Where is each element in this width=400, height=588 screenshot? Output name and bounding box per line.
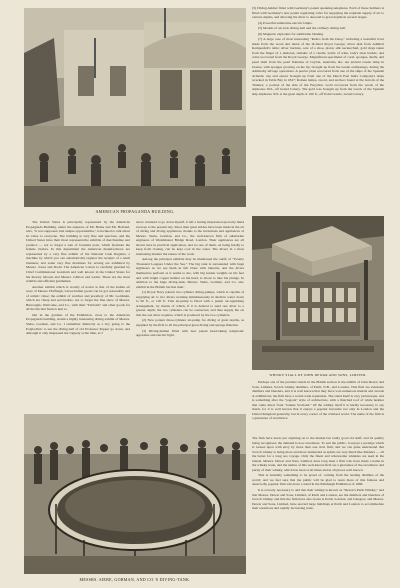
paragraph: (6) Magnetic exploders for submarine blasting. (258, 31, 324, 36)
tank-caption: MESSRS. SIEBE, GORMAN, AND CO.'S DIVING-TANK. (79, 577, 191, 582)
middle-column-text (136, 220, 244, 412)
left-column-text (26, 220, 130, 412)
paragraph: The firm have never put anything on to the market but really good old stuff, and its quality being recognised, the demand is now enormous. To suit the public, it enjoys a prestige which is looked upon with envy by more than one rival firm; and we can quite understand that Scotch whisky is being more and more demanded as spirits are very much like Madeira — all the better for a long sea voyage. Only the finest and wholesome whiskies are used in the blends. Messrs. Dewar and Sons, Limited, have long been a firm who have made a name in the whisky trade, and the names of this well-known firm are a guarantee of the excellence and purity of their whisky, which has been at all times and in all places well known. (252, 436, 384, 472)
paragraph: The United States is principally represented by the American Propaganda Building, under the auspices of Mr. Burke and Mr. Holland, who, "it was supposed, had unique opportunities," is inclined to talk about its value to everyone. The building is very fine and spacious, and the United States have their most representative exhibits of merchandise and produce — not to forget a sale of fountain pens, which fascinate the female visitors. In this department the American manufacturers are represented by a very fine exhibit of the National Cash Register, a machine by which you can automatically register the receipts of a retail business; and some very fine machines for sewing are exhibited by Messrs. Jones and Dodd. The American Cotton is carefully guarded by Chief Commissioner Gresham and well known in the United States for his literary labours and Messrs. Gibbon and Leslie. These are the most reliable and efficient gentlemen. (26, 220, 130, 284)
building-caption: AMERICAN PROPAGANDA BUILDING. (95, 209, 175, 214)
paragraph: (3) Diving-helmet fitted with Germany's patent speaking-telephone. Each of these helmets is fitted with Germany's new patent regulating valve for supplying the requisite supply of air to various depths, and allowing the diver to descend to great depths in several stages. (252, 6, 384, 20)
propaganda-building-photo (24, 8, 246, 207)
right-top-text (252, 6, 384, 213)
whisky-stall-caption: WHISKY STALL OF JOHN DEWAR AND SONS, LIMITED. (269, 373, 367, 377)
paragraph: Among the principal exhibits may be mentioned the outfit of "Twenty Thousand Leagues Under the Sea." The big tank is surrounded with huge sightseers as we see them in full blaze with lanterns, and the divers themselves perform as it seems to me, with big leaden weights on his feet and with bright copper helmet on his head, is about to take his plunge. In addition to the huge diving-tank, Messrs. Siebe, Gorman, and Co. also exhibit in the British Section their: (136, 257, 244, 289)
paragraph: (1) Royal Navy pattern two-cylinder diving-pumps, which is capable of supplying air to two divers working simultaneously in shallow water down to 90 ft., or 120 ft. This air-pump is fitted with a patent air-regulating arrangement, by means of which, if it is desired to send one diver to a greater depth, the two cylinders can be connected, and thus supply the air that the one diver requires, which is produced by the two cylinders. (136, 290, 244, 317)
diving-tank-photo (24, 414, 246, 574)
paragraph: Another exhibit which is worthy of notice is that of the Indian art ware of Messrs. Hoffnagh, whose Indian goods can be got reasonably and of artistic value; the exhibit of watches and jewellery of Mr. Goldstein, which are cheap and serviceable, not to forget the fine show of Messrs. Burroughs, Wellcome, and Co., with their "Tabloids" and other goods for all the ills that flesh is heir to. (26, 284, 130, 312)
paragraph: This is naturally something to be proud of, coming from the leading distillers of the world; and we feel sure that the public will be glad to learn more of this famous and deservedly popular firm who have a stand in the Edinburgh Exhibition of 1890. (252, 473, 384, 487)
paragraph: Perhaps one of the prettiest stands in the British section is the exhibit of John Dewar and Sons, Limited, Scotch whisky distillers, of Perth, N.B., and London. This firm are extensive distillers and blenders, and it is well known that they have won numerous medals and awards at exhibitions; the firm have a world-wide reputation. The stand itself is very picturesque, and is something after the "pagoda" style of architecture, with a thatched roof of white heather that came direct from "bonnie Scotland." Of the whisky itself it is hardly necessary to say much, for it is well known that it enjoys a popular favourite not only in London and the United Kingdom generally, but in every corner of the civilised world. The name of the firm is a guarantee of excellence. (252, 380, 384, 421)
right-bottom-text (252, 436, 384, 584)
paragraph: (2) New pattern three-cylinder air-pump for diving at great depths, as supplied by the firm to all the principal great diving and sponge fisheries. (136, 318, 244, 328)
right-middle-text (252, 380, 384, 435)
paragraph: (4) Powerful submarine electric lamps. (258, 20, 313, 25)
paragraph: (7) A large case of most interesting "Relics from the Deep," including a beautiful bowl made from the wood and metal of the ill-fated Royal George; silver dish from Admiral Kempenfelt's table; silver buckles, sole of a shoe, pistol, silk neckerchief, gold rings taken from the finger of a skeleton, remains of a candle, bottle of wine, lady's shoe buckle, and coins recovered from the Royal George. Magnificent specimens of coral, sponges, shells, and pearl shell from the pearl fisheries of Ceylon, Australia, &c. An ancient Greek lamp in bronze, with sponges growing on the lip, brought up from the Greek archipelago, during the Admiralty salvage operations. A pewter plate recovered from one of the ships of the Spanish Armada; cup and saucer brought up from one of the Dutch East India Company's ships wrecked in Table Bay in 1847; Roman lamps, sword, and anchors found at the bottom of the Thames; a portion of the side of the Eurydice. Gold recovered from the wreck of the Alphonso XII., off Grand Canary. The gold was brought up from the wreck of the Spanish ship Alphonso XII. at the great depth of 160 ft., off Point Gando, Grand Canary. (252, 37, 384, 96)
paragraph: It is scarcely necessary to add that their whisky is known as "Dewar's Perth Whisky," and that Messrs. Dewar and Sons, Limited, of Perth and London, are the distillers and blenders of Scotch whisky, and that the firm have also stores at Perth, London, and Glasgow, and Messrs. Dewar and Sons, Limited, have erected large buildings at Perth and London to accommodate their enormous and rapidly increasing trade. (252, 488, 384, 511)
whisky-stall-photo (252, 216, 384, 370)
paragraph: never ventured to go down myself, it left a lasting impression upon my mind even up to the present day. Since then great strides have been made in the art of diving and diving appliances, thanks to the inventions and appliances of Messrs. Siebe, Gorman, and Co., the well-known firm of submarine engineers of Westminster Bridge Road, London. Their appliances are all shown here in practical application, and no one of them, on being hardly to keep from closing, can be kept cool in the water. The divers in a most interesting manner the nature of the work. (136, 220, 244, 256)
paragraph: Out in the gardens of the Exhibition, close to the American Propaganda building, stands a highly interesting diving exhibit of Messrs. Siebe, Gorman, and Co. I remember distinctly as a boy going to the Polytechnic to see the diving-bell of old Professor Pepper go down, and although it only impressed me vaguely at the time, as I (26, 312, 130, 336)
paragraph: (3) Diving-helmet fitted with new patent head-taking telephonic apparatus and electric light. (136, 328, 244, 338)
paragraph: (5) Models of air-lock diving-bell and the ordinary diving-bell. (258, 26, 347, 31)
